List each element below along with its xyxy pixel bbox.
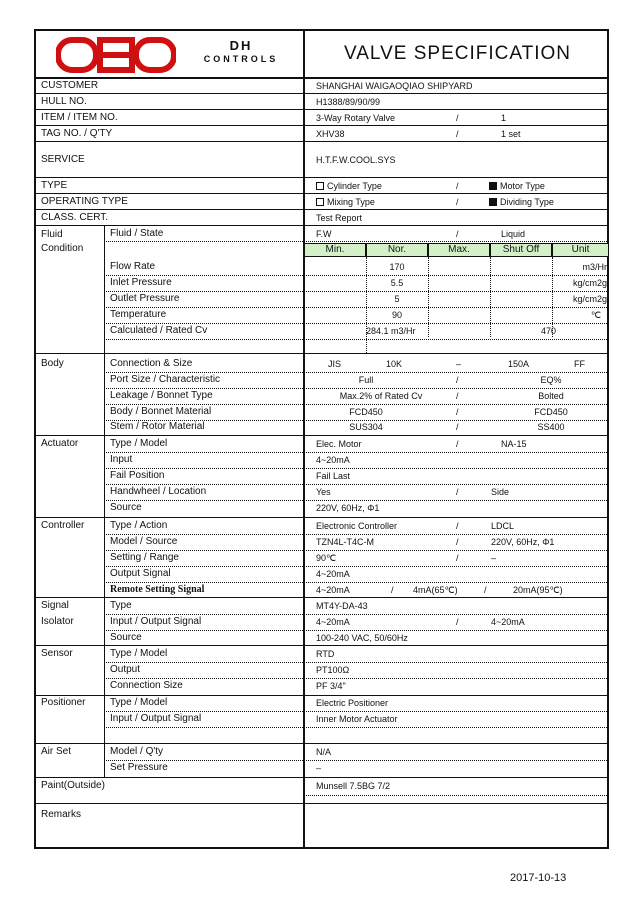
ctl-remote-sep: / (391, 585, 394, 595)
temp-nor: 90 (391, 310, 402, 320)
actuator-group-label: Actuator (41, 438, 79, 449)
outlet-unit: kg/cm2g (572, 294, 607, 304)
hull-value: H1388/89/90/99 (316, 97, 381, 107)
isolator-group-label2: Isolator (41, 616, 74, 627)
ctl-range-label: Setting / Range (110, 552, 179, 563)
inlet-unit: kg/cm2g (572, 278, 607, 288)
dotted-rule (104, 484, 607, 485)
act-hand-sep: / (456, 487, 459, 497)
pos-io-label: Input / Output Signal (110, 713, 202, 724)
body-mat-label: Body / Bonnet Material (110, 406, 212, 417)
sensor-conn-label: Connection Size (110, 680, 183, 691)
inlet-nor: 5.5 (390, 278, 404, 288)
act-source-label: Source (110, 502, 142, 513)
dotted-rule (104, 630, 607, 631)
checkbox-filled-icon (489, 182, 497, 190)
rule (36, 209, 607, 210)
dotted-rule (104, 582, 607, 583)
rule (36, 125, 607, 126)
pos-model-label: Type / Model (110, 697, 168, 708)
act-input-label: Input (110, 454, 133, 465)
rule (36, 695, 607, 696)
air-pressure-v1: – (316, 763, 322, 773)
isolator-group-label: Signal (41, 600, 69, 611)
customer-label: CUSTOMER (41, 80, 99, 91)
rule (36, 645, 607, 646)
ctl-model-label: Model / Source (110, 536, 178, 547)
optype-opt2: Dividing Type (500, 197, 554, 207)
pos-model-v1: Electric Positioner (316, 698, 389, 708)
dh-logo (56, 37, 176, 73)
rule (36, 777, 607, 778)
ctl-remote-v1: 4~20mA (316, 585, 350, 595)
act-hand-v2: Side (491, 487, 510, 497)
ctl-remote-label: Remote Setting Signal (110, 584, 205, 595)
spec-sheet (34, 29, 609, 849)
dotted-rule (104, 323, 607, 324)
iso-source-label: Source (110, 632, 142, 643)
service-label: SERVICE (41, 154, 85, 165)
ctl-range-v2: – (491, 553, 497, 563)
iso-io-v2: 4~20mA (491, 617, 525, 627)
sensor-group-label: Sensor (41, 648, 73, 659)
act-fail-v1: Fail Last (316, 471, 351, 481)
rule (36, 353, 607, 354)
ctl-output-v1: 4~20mA (316, 569, 350, 579)
body-conn-v2: 10K (386, 359, 403, 369)
rule (36, 435, 607, 436)
body-leak-v2: Bolted (538, 391, 564, 401)
column-divider (303, 31, 305, 847)
rule (36, 517, 607, 518)
dotted-rule (104, 614, 607, 615)
type-opt2: Motor Type (500, 181, 545, 191)
controller-group-label: Controller (41, 520, 85, 531)
tag-sep: / (456, 129, 459, 139)
flow-label: Flow Rate (110, 261, 156, 272)
optype-label: OPERATING TYPE (41, 196, 128, 207)
sensor-model-label: Type / Model (110, 648, 168, 659)
item-no: 1 (501, 113, 507, 123)
col-min: Min. (304, 243, 366, 257)
ctl-remote-v2: 4mA(65℃) (413, 585, 458, 595)
ctl-action-v2: LDCL (491, 521, 515, 531)
dotted-rule (104, 534, 607, 535)
dotted-rule (104, 452, 607, 453)
col-unit: Unit (552, 243, 609, 257)
dotted-rule (104, 404, 607, 405)
customer-value: SHANGHAI WAIGAOQIAO SHIPYARD (316, 81, 473, 91)
body-conn-v1: JIS (328, 359, 342, 369)
brand-line1: DH (229, 38, 253, 53)
brand-text (186, 39, 296, 65)
rule (36, 93, 607, 94)
sensor-conn-v1: PF 3/4" (316, 681, 346, 691)
body-mat-sep: / (456, 407, 459, 417)
item-value: 3-Way Rotary Valve (316, 113, 396, 123)
ctl-action-sep: / (456, 521, 459, 531)
dotted-rule (104, 388, 607, 389)
type-option-cylinder (316, 180, 382, 192)
iso-type-label: Type (110, 600, 132, 611)
type-label: TYPE (41, 180, 68, 191)
fluid-state-sep: / (456, 229, 459, 239)
inlet-label: Inlet Pressure (110, 277, 172, 288)
iso-io-label: Input / Output Signal (110, 616, 202, 627)
act-hand-v1: Yes (316, 487, 331, 497)
item-sep: / (456, 113, 459, 123)
col-sep (428, 257, 429, 337)
dotted-rule (304, 795, 607, 796)
dotted-rule (104, 275, 607, 276)
hull-label: HULL NO. (41, 96, 87, 107)
act-model-sep: / (456, 439, 459, 449)
dotted-rule (104, 711, 607, 712)
body-leak-label: Leakage / Bonnet Type (110, 390, 213, 401)
optype-option-mixing (316, 196, 375, 208)
air-model-v1: N/A (316, 747, 332, 757)
cv-calc: 284.1 m3/Hr (366, 326, 416, 336)
checkbox-empty-icon (316, 182, 324, 190)
body-leak-v1: Max.2% of Rated Cv (339, 391, 423, 401)
ctl-action-v1: Electronic Controller (316, 521, 398, 531)
type-sep: / (456, 181, 459, 191)
cv-label: Calculated / Rated Cv (110, 325, 208, 336)
rule (36, 177, 607, 178)
ctl-range-v1: 90℃ (316, 553, 337, 563)
dotted-rule (104, 500, 607, 501)
fluid-group-label: Fluid (41, 229, 63, 240)
body-port-label: Port Size / Characteristic (110, 374, 221, 385)
rule (36, 193, 607, 194)
fluid-group-label2: Condition (41, 243, 84, 254)
body-leak-sep: / (456, 391, 459, 401)
rule (36, 109, 607, 110)
body-mat-v1: FCD450 (349, 407, 383, 417)
optype-option-dividing (489, 196, 554, 208)
dotted-rule (104, 727, 607, 728)
ctl-model-v1: TZN4L-T4C-M (316, 537, 374, 547)
fluid-state-value2: Liquid (501, 229, 526, 239)
body-conn-v5: FF (574, 359, 585, 369)
class-value: Test Report (316, 213, 363, 223)
act-fail-label: Fail Position (110, 470, 165, 481)
body-stem-v2: SS400 (537, 422, 565, 432)
airset-group-label: Air Set (41, 746, 72, 757)
pos-io-v1: Inner Motor Actuator (316, 714, 398, 724)
rule (36, 597, 607, 598)
temp-unit: ℃ (590, 310, 601, 320)
service-value: H.T.F.W.COOL.SYS (316, 155, 396, 165)
body-port-v2: EQ% (540, 375, 562, 385)
dotted-rule (104, 468, 607, 469)
tag-label: TAG NO. / Q'TY (41, 128, 113, 139)
dotted-rule (104, 662, 607, 663)
rule (36, 77, 607, 79)
air-pressure-label: Set Pressure (110, 762, 168, 773)
rule (36, 141, 607, 142)
rule (36, 225, 607, 226)
flow-nor: 170 (389, 262, 405, 272)
remarks-label: Remarks (41, 809, 82, 820)
col-shutoff: Shut Off (490, 243, 552, 257)
outlet-nor: 5 (394, 294, 400, 304)
col-max: Max. (428, 243, 490, 257)
dotted-rule (104, 339, 607, 340)
outlet-label: Outlet Pressure (110, 293, 180, 304)
tag-value: XHV38 (316, 129, 345, 139)
page-title: VALVE SPECIFICATION (344, 43, 571, 64)
body-stem-sep: / (456, 422, 459, 432)
item-label: ITEM / ITEM NO. (41, 112, 118, 123)
checkbox-filled-icon (489, 198, 497, 206)
iso-io-v1: 4~20mA (316, 617, 350, 627)
body-mat-v2: FCD450 (534, 407, 568, 417)
optype-sep: / (456, 197, 459, 207)
cv-rated: 470 (541, 326, 557, 336)
col-nor: Nor. (366, 243, 428, 257)
act-hand-label: Handwheel / Location (110, 486, 207, 497)
rule (36, 743, 607, 744)
body-conn-label: Connection & Size (110, 358, 193, 369)
act-model-label: Type / Model (110, 438, 168, 449)
type-opt1: Cylinder Type (327, 181, 382, 191)
checkbox-empty-icon (316, 198, 324, 206)
act-input-v1: 4~20mA (316, 455, 350, 465)
brand-line2: CONTROLS (203, 54, 279, 64)
dotted-rule (104, 291, 607, 292)
sensor-model-v1: RTD (316, 649, 335, 659)
fluid-state-value: F.W (316, 229, 332, 239)
ctl-model-sep: / (456, 537, 459, 547)
positioner-group-label: Positioner (41, 697, 86, 708)
paint-value: Munsell 7.5BG 7/2 (316, 781, 391, 791)
sensor-output-label: Output (110, 664, 141, 675)
optype-opt1: Mixing Type (327, 197, 375, 207)
body-port-sep: / (456, 375, 459, 385)
iso-type-v1: MT4Y-DA-43 (316, 601, 368, 611)
air-model-label: Model / Q'ty (110, 746, 164, 757)
dotted-rule (104, 241, 607, 242)
sensor-output-v1: PT100Ω (316, 665, 350, 675)
body-stem-label: Stem / Rotor Material (110, 421, 205, 432)
dotted-rule (104, 760, 607, 761)
ctl-action-label: Type / Action (110, 520, 168, 531)
class-label: CLASS. CERT. (41, 212, 109, 223)
ctl-output-label: Output Signal (110, 568, 171, 579)
iso-source-v1: 100-240 VAC, 50/60Hz (316, 633, 408, 643)
type-option-motor (489, 180, 545, 192)
act-model-v1: Elec. Motor (316, 439, 362, 449)
tag-qty: 1 set (501, 129, 521, 139)
ctl-remote-sep2: / (484, 585, 487, 595)
document-date: 2017-10-13 (510, 872, 567, 884)
paint-label: Paint(Outside) (41, 780, 105, 791)
rule (36, 803, 607, 804)
dotted-rule (104, 550, 607, 551)
body-conn-v4: 150A (508, 359, 530, 369)
iso-io-sep: / (456, 617, 459, 627)
dotted-rule (104, 678, 607, 679)
dotted-rule (104, 372, 607, 373)
dotted-rule (104, 566, 607, 567)
body-conn-v3: – (456, 359, 462, 369)
body-port-v1: Full (358, 375, 374, 385)
ctl-model-v2: 220V, 60Hz, Φ1 (491, 537, 555, 547)
col-sep (490, 257, 491, 337)
flow-unit: m3/Hr (582, 262, 607, 272)
ctl-range-sep: / (456, 553, 459, 563)
body-stem-v1: SUS304 (349, 422, 383, 432)
temp-label: Temperature (110, 309, 167, 320)
dotted-rule (104, 307, 607, 308)
act-source-v1: 220V, 60Hz, Φ1 (316, 503, 380, 513)
body-group-label: Body (41, 358, 64, 369)
fluid-state-label: Fluid / State (110, 228, 164, 239)
ctl-remote-v3: 20mA(95℃) (513, 585, 563, 595)
act-model-v2: NA-15 (501, 439, 527, 449)
